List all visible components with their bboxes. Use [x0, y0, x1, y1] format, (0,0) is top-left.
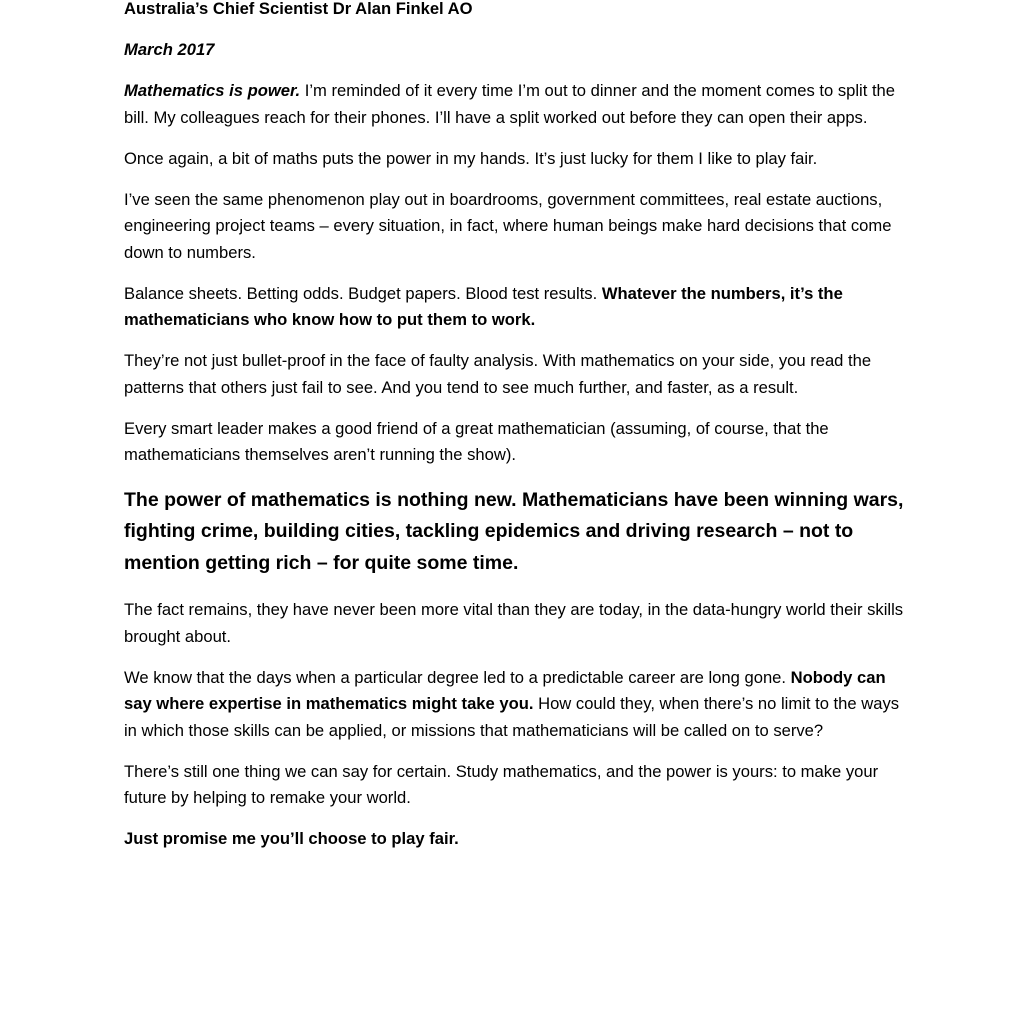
- date-line: March 2017: [124, 40, 215, 59]
- paragraph-4: [124, 281, 904, 334]
- paragraph-4-emphasis: Whatever the numbers, it’s the mathematicians who know how to put them to work.: [124, 283, 843, 329]
- author-line: Australia’s Chief Scientist Dr Alan Finkel AO: [124, 0, 473, 18]
- paragraph-8: [124, 665, 904, 745]
- document-body: [124, 0, 904, 867]
- paragraph-8-text-a: We know that the days when a particular degree led to a predictable career are long gone.: [124, 667, 791, 687]
- paragraph-7: The fact remains, they have never been more vital than they are today, in the data-hungry world their skills brought about.: [124, 600, 904, 646]
- paragraph-9: There’s still one thing we can say for certain. Study mathematics, and the power is yours: to make your future by helping to remake your world.: [124, 761, 879, 807]
- paragraph-5: They’re not just bullet-proof in the face of faulty analysis. With mathematics on your side, you read the patterns that others just fail to see. And you tend to see much further, and faster, as a result.: [124, 351, 872, 397]
- paragraph-4-text: Balance sheets. Betting odds. Budget papers. Blood test results.: [124, 283, 602, 303]
- paragraph-1: [124, 78, 904, 131]
- paragraph-1-text: I’m reminded of it every time I’m out to dinner and the moment comes to split the bill. My colleagues reach for their phones. I’ll have a split worked out before they can open their apps.: [124, 81, 896, 127]
- paragraph-2: Once again, a bit of maths puts the power in my hands. It’s just lucky for them I like to play fair.: [124, 148, 818, 168]
- closing-line: Just promise me you’ll choose to play fair.: [124, 829, 459, 848]
- paragraph-3: I’ve seen the same phenomenon play out in boardrooms, government committees, real estate auctions, engineering project teams – every situation, in fact, where human beings make hard decisions that come down to numbers.: [124, 189, 892, 262]
- paragraph-8-text-b: How could they, when there’s no limit to the ways in which those skills can be applied, or missions that mathematicians will be called on to serve?: [124, 694, 900, 740]
- pull-quote: The power of mathematics is nothing new. Mathematicians have been winning wars, fighting crime, building cities, tackling epidemics and driving research – not to mention getting rich – for quite some time.: [124, 488, 904, 574]
- paragraph-6: Every smart leader makes a good friend of a great mathematician (assuming, of course, that the mathematicians themselves aren’t running the show).: [124, 418, 829, 464]
- lead-phrase: Mathematics is power.: [124, 81, 301, 100]
- paragraph-8-emphasis: Nobody can say where expertise in mathematics might take you.: [124, 667, 886, 713]
